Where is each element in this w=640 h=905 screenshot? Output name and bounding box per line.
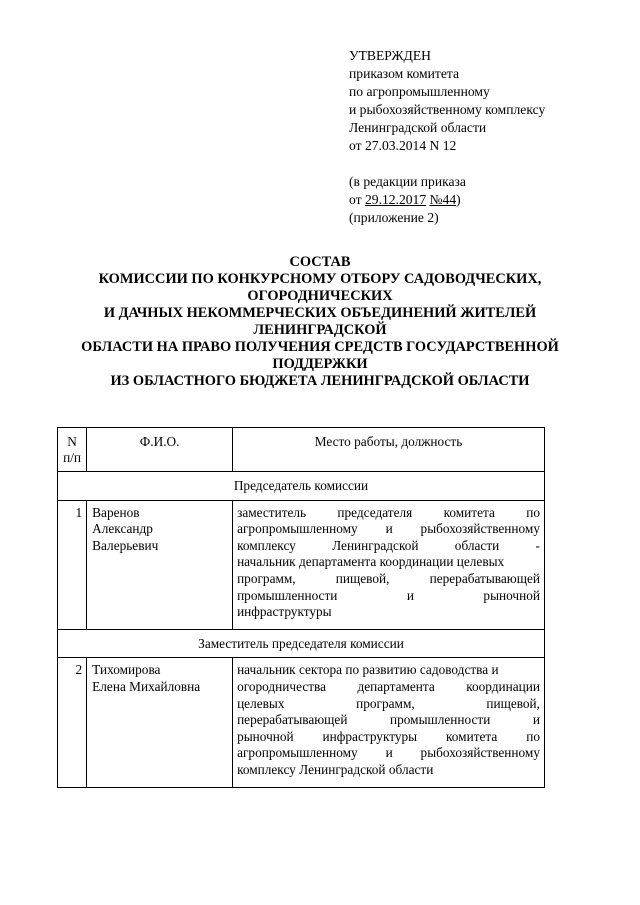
edition-from: от — [349, 192, 362, 207]
position-word: перерабатывающей — [237, 712, 348, 728]
position-word: целевых — [237, 695, 285, 711]
position-word: - — [535, 537, 540, 553]
position-word: рыбохозяйственному — [420, 521, 540, 537]
name-line: Варенов — [92, 504, 140, 520]
position-word: перерабатывающей — [429, 570, 540, 586]
position-word: председателя — [337, 504, 413, 520]
header-position: Место работы, должность — [233, 428, 545, 472]
approval-block — [349, 47, 599, 227]
position-word: департамента — [357, 678, 435, 694]
position-word: огородничества — [237, 678, 327, 694]
section-heading: Заместитель председателя комиссии — [58, 629, 545, 658]
position-word: агропромышленному — [237, 521, 358, 537]
position-line — [237, 762, 540, 779]
position-word: пищевой, — [335, 570, 390, 586]
member-position — [233, 658, 545, 787]
title-line: ОБЛАСТИ НА ПРАВО ПОЛУЧЕНИЯ СРЕДСТВ ГОСУДАРСТВЕННОЙ — [81, 339, 559, 355]
section-heading-row — [58, 472, 545, 501]
position-word: инфраструктуры — [322, 728, 418, 744]
name-line: Валерьевич — [92, 537, 159, 553]
row-number: 1 — [58, 500, 87, 629]
row-number: 2 — [58, 658, 87, 787]
table-header-row — [58, 428, 545, 472]
name-line: Тихомирова — [92, 662, 161, 678]
header-number-line: п/п — [63, 450, 82, 465]
title-line: И ДАЧНЫХ НЕКОММЕРЧЕСКИХ ОБЪЕДИНЕНИЙ ЖИТЕЛЕЙ — [103, 305, 537, 321]
edition-number-link[interactable]: 44 — [442, 192, 457, 207]
position-line — [237, 679, 540, 696]
edition-date-link[interactable]: 29.12.2017 — [364, 192, 427, 207]
header-number — [58, 428, 87, 472]
position-word: Ленинградской — [332, 537, 419, 553]
table-row — [58, 500, 545, 629]
edition-number-sign: № — [429, 192, 443, 207]
position-line — [237, 696, 540, 713]
header-number-line: N — [67, 434, 77, 449]
position-word: по — [526, 504, 540, 520]
position-word: и — [532, 712, 540, 728]
position-word: программ, — [356, 695, 415, 711]
position-line — [237, 554, 540, 571]
edition-prefix: (в редакции приказа — [349, 174, 466, 189]
position-word: области — [454, 537, 500, 553]
position-word: координации — [466, 678, 540, 694]
position-line — [237, 662, 540, 679]
position-word: рыбохозяйственному — [420, 745, 540, 761]
position-word: начальник департамента координации целевых — [237, 554, 505, 570]
table-body — [58, 472, 545, 788]
title-line: КОМИССИИ ПО КОНКУРСНОМУ ОТБОРУ САДОВОДЧЕСКИХ, — [98, 271, 542, 287]
table-row — [58, 658, 545, 787]
section-heading: Председатель комиссии — [58, 472, 545, 501]
position-word: промышленности — [390, 712, 491, 728]
position-line — [237, 571, 540, 588]
position-line — [237, 604, 540, 621]
position-word: заместитель — [237, 504, 307, 520]
position-word: и — [385, 521, 393, 537]
position-line — [237, 712, 540, 729]
approval-line: и рыбохозяйственному комплексу — [349, 102, 546, 117]
section-heading-row — [58, 629, 545, 658]
title-line: ПОДДЕРЖКИ — [272, 356, 368, 372]
approval-line: от 27.03.2014 N 12 — [349, 138, 457, 153]
member-name — [87, 500, 233, 629]
name-line: Елена Михайловна — [92, 678, 201, 694]
position-word: рыночной — [483, 587, 540, 603]
position-line — [237, 745, 540, 762]
position-line — [237, 538, 540, 555]
position-word: агропромышленному — [237, 745, 358, 761]
position-word: комплексу Ленинградской области — [237, 761, 434, 777]
approval-line: по агропромышленному — [349, 84, 490, 99]
appendix-label: (приложение 2) — [349, 210, 439, 225]
title-line: СОСТАВ — [289, 254, 351, 270]
position-word: начальник сектора по развитию садоводства и — [237, 662, 499, 678]
member-name — [87, 658, 233, 787]
commission-table — [57, 427, 545, 788]
approval-line: приказом комитета — [349, 66, 460, 81]
document-title — [40, 254, 600, 390]
edition-reference — [349, 191, 599, 209]
position-word: комитета — [443, 504, 495, 520]
position-line — [237, 729, 540, 746]
edition-close: ) — [456, 192, 461, 207]
position-word: по — [526, 728, 540, 744]
position-word: и — [385, 745, 393, 761]
title-line: ИЗ ОБЛАСТНОГО БЮДЖЕТА ЛЕНИНГРАДСКОЙ ОБЛАСТИ — [110, 373, 530, 389]
position-word: и — [406, 587, 414, 603]
position-line — [237, 521, 540, 538]
position-line — [237, 588, 540, 605]
position-line — [237, 505, 540, 522]
position-word: комплексу — [237, 537, 296, 553]
position-word: промышленности — [237, 587, 338, 603]
title-line: ЛЕНИНГРАДСКОЙ — [253, 322, 387, 338]
position-word: комитета — [446, 728, 498, 744]
header-name: Ф.И.О. — [87, 428, 233, 472]
approval-line: Ленинградской области — [349, 120, 487, 135]
approval-line: УТВЕРЖДЕН — [349, 48, 431, 63]
member-position — [233, 500, 545, 629]
spacer — [349, 155, 599, 173]
position-word: инфраструктуры — [237, 604, 332, 620]
position-word: рыночной — [237, 728, 294, 744]
position-word: программ, — [237, 570, 296, 586]
position-word: пищевой, — [486, 695, 540, 711]
title-line: ОГОРОДНИЧЕСКИХ — [247, 288, 393, 304]
name-line: Александр — [92, 521, 153, 537]
